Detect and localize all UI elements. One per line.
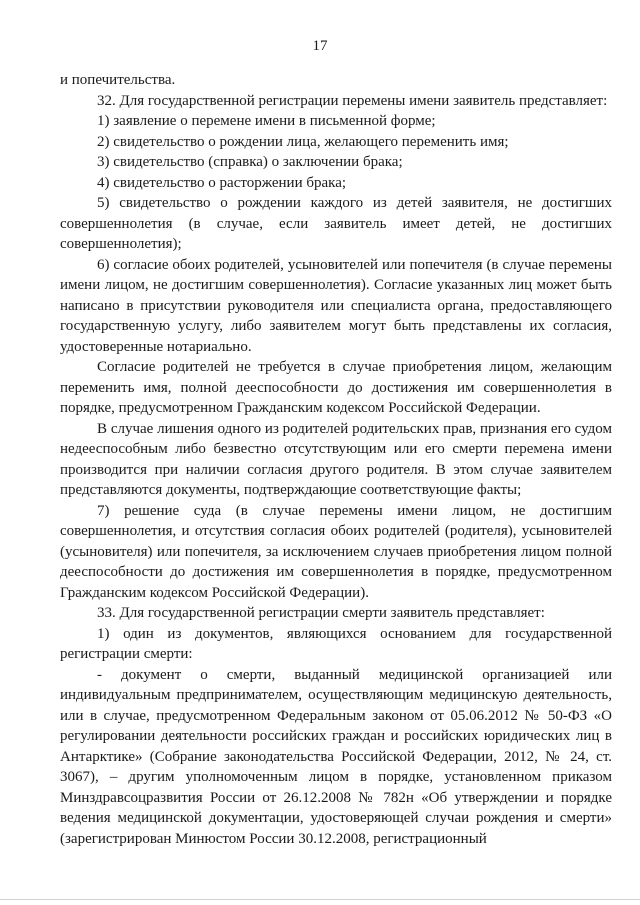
paragraph-list-item: 4) свидетельство о расторжении брака;	[97, 174, 347, 191]
document-body	[60, 70, 612, 849]
paragraph-list-item: 3) свидетельство (справка) о заключении брака;	[97, 154, 403, 170]
paragraph-list-item: 1) заявление о перемене имени в письменной форме;	[97, 113, 436, 129]
paragraph-list-item: 1) один из документов, являющихся основанием для государственной регистрации смерти:	[60, 625, 612, 662]
page-number: 17	[312, 38, 328, 54]
paragraph: В случае лишения одного из родителей родительских прав, признания его судом недееспособным либо безвестно отсутствующим или его смерти перемена имени производится при наличии согласия другого родителя. В этом случае заявителем представляются документы, подтверждающие соответствующие факты;	[60, 420, 612, 498]
paragraph-list-item: 7) решение суда (в случае перемены имени лицом, не достигшим совершеннолетия, и отсутствия согласия обоих родителей (родителя), усыновителей (усыновителя) или попечителя, за исключением случаев приобретения лицом полной дееспособности до достижения им совершеннолетия в порядке, предусмотренном Гражданским кодексом Российской Федерации).	[60, 502, 612, 601]
paragraph-list-item: 5) свидетельство о рождении каждого из детей заявителя, не достигших совершеннолетия (в случае, если заявитель имеет детей, не достигших совершеннолетия);	[60, 195, 612, 252]
paragraph: Согласие родителей не требуется в случае приобретения лицом, желающим переменить имя, полной дееспособности до достижения им совершеннолетия в порядке, предусмотренном Гражданским кодексом Российской Федерации.	[60, 359, 612, 416]
paragraph-item-33-heading: 33. Для государственной регистрации смерти заявитель представляет:	[97, 605, 545, 621]
paragraph-bullet: - документ о смерти, выданный медицинской организацией или индивидуальным предпринимателем, осуществляющим медицинскую деятельность, или в случае, предусмотренном Федеральным законом от 05.06.2012 № 50-ФЗ «О регулировании деятельности российских граждан и российских юридических лиц в Антарктике» (Собрание законодательства Российской Федерации, 2012, № 24, ст. 3067), – другим уполномоченным лицом в порядке, установленном приказом Минздравсоцразвития России от 26.12.2008 № 782н «Об утверждении и порядке ведения медицинской документации, удостоверяющей случаи рождения и смерти» (зарегистрирован Минюстом России 30.12.2008, регистрационный	[60, 666, 612, 847]
paragraph-list-item: 6) согласие обоих родителей, усыновителей или попечителя (в случае перемены имени лицом, не достигшим совершеннолетия). Согласие указанных лиц может быть написано в присутствии руководителя или специалиста органа, предоставляющего государственную услугу, либо заявителем могут быть представлены их согласия, удостоверенные нотариально.	[60, 256, 612, 355]
paragraph-item-32-heading: 32. Для государственной регистрации перемены имени заявитель представляет:	[97, 92, 608, 109]
scan-edge-divider	[0, 899, 640, 900]
paragraph-list-item: 2) свидетельство о рождении лица, желающего переменить имя;	[97, 133, 509, 150]
paragraph-continuation: и попечительства.	[60, 72, 176, 88]
